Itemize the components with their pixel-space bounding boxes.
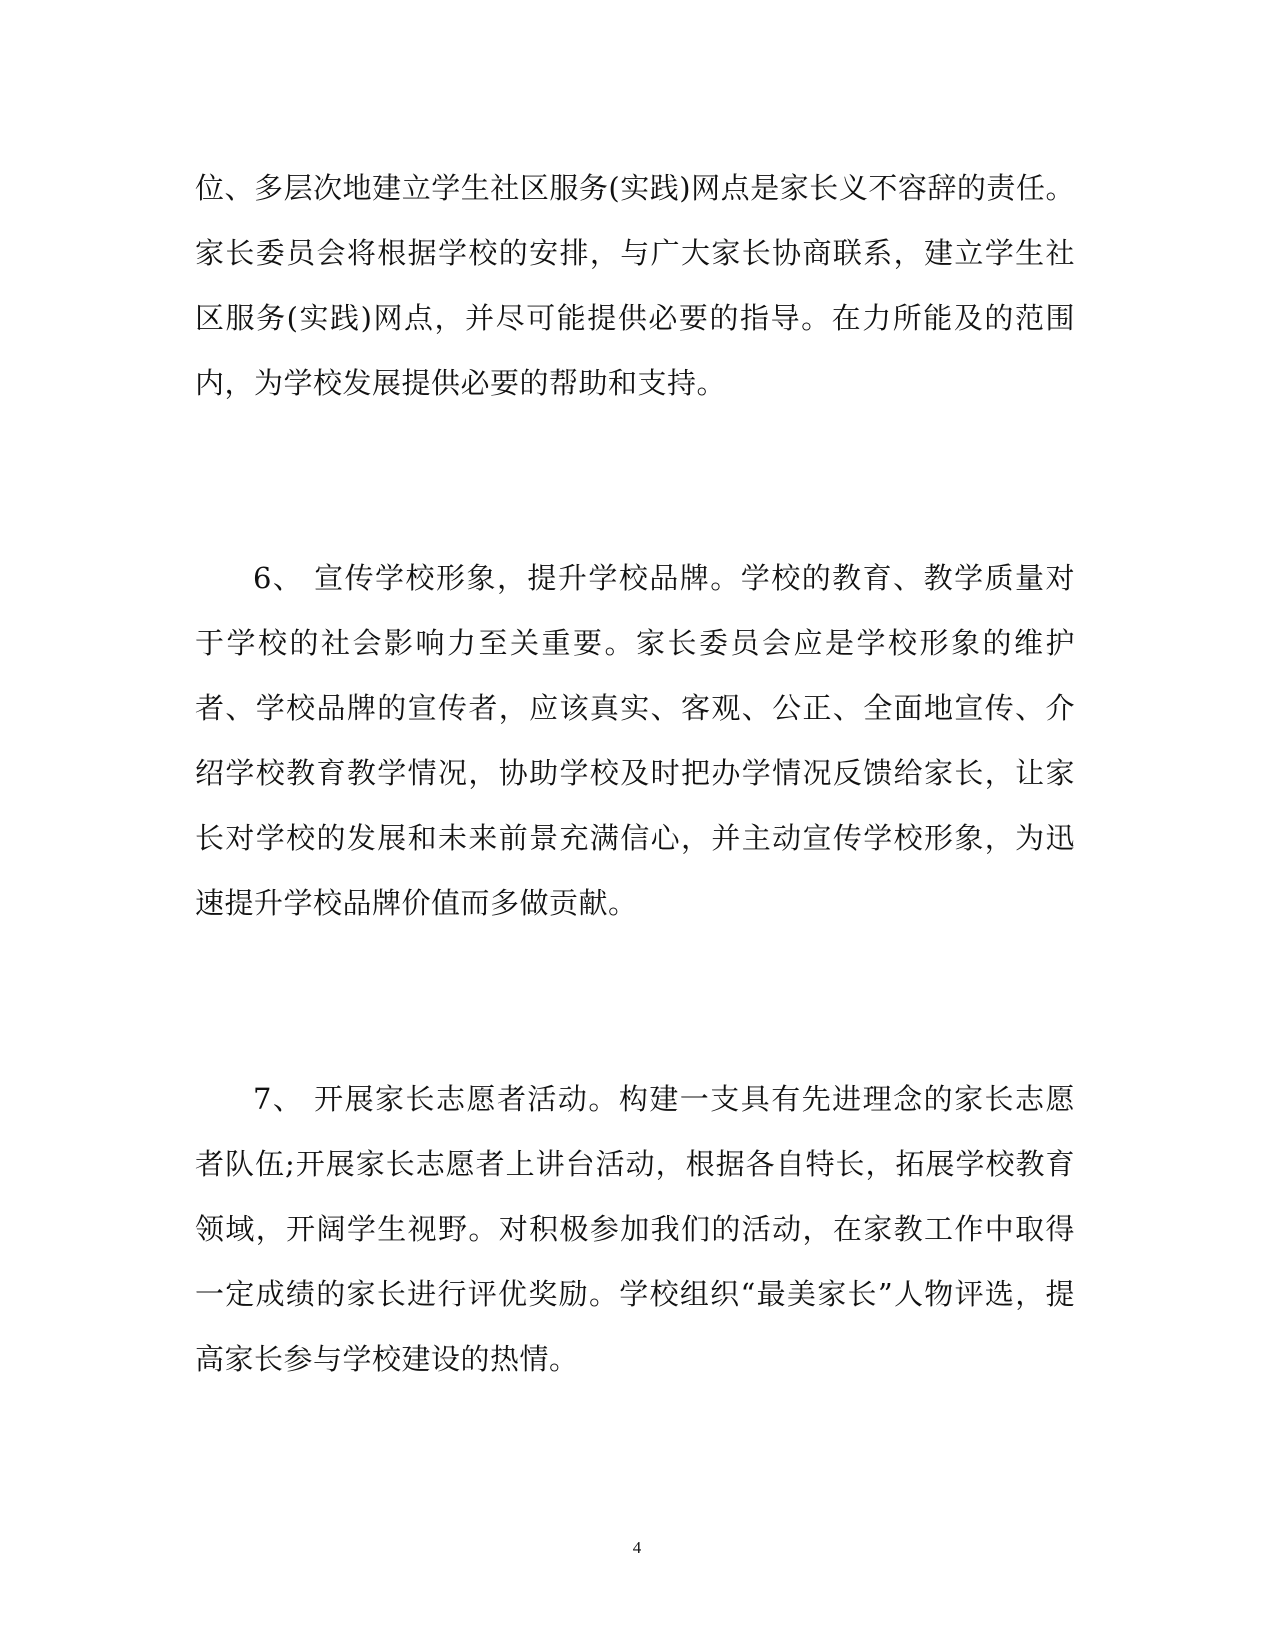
paragraph-item-6: 6、 宣传学校形象，提升学校品牌。学校的教育、教学质量对于学校的社会影响力至关重要。家长委员会应是学校形象的维护者、学校品牌的宣传者，应该真实、客观、公正、全面地宣传、介绍学校教育教学情况，协助学校及时把办学情况反馈给家长，让家长对学校的发展和未来前景充满信心，并主动宣传学校形象，为迅速提升学校品牌价值而多做贡献。 xyxy=(195,561,1075,920)
paragraph-continuation: 位、多层次地建立学生社区服务(实践)网点是家长义不容辞的责任。家长委员会将根据学校的安排，与广大家长协商联系，建立学生社区服务(实践)网点，并尽可能提供必要的指导。在力所能及的范围内，为学校发展提供必要的帮助和支持。 xyxy=(195,171,1075,400)
paragraph-item-7: 7、 开展家长志愿者活动。构建一支具有先进理念的家长志愿者队伍;开展家长志愿者上讲台活动，根据各自特长，拓展学校教育领域，开阔学生视野。对积极参加我们的活动，在家教工作中取得一定成绩的家长进行评优奖励。学校组织“最美家长”人物评选，提高家长参与学校建设的热情。 xyxy=(195,1082,1075,1376)
page-number: 4 xyxy=(632,1538,642,1557)
